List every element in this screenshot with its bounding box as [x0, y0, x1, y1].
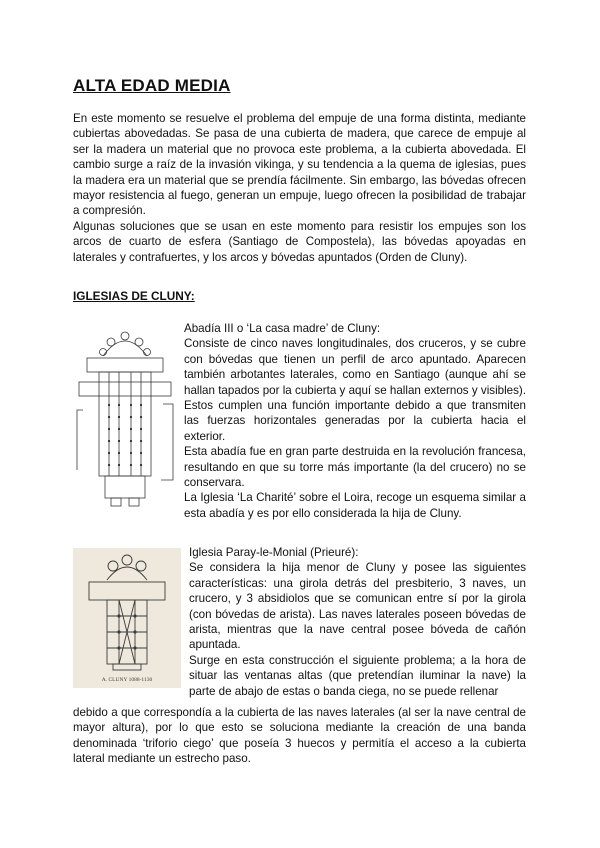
paray-paragraph-2-end: debido a que correspondía a la cubierta de las naves laterales (al ser la nave central de mayor altura), por lo que esto se soluciona mediante la creación de una banda denominada ‘triforio ciego’ que poseía 3 huecos y permitía el acceso a la cubierta lateral mediante un estrecho paso. [73, 706, 526, 766]
cluny-plan-drawing [73, 320, 177, 510]
page-title: ALTA EDAD MEDIA [73, 76, 231, 95]
paray-plan-drawing [73, 548, 181, 688]
cluny-abbey-paragraph-1: Consiste de cinco naves longitudinales, dos cruceros, y se cubre con bóvedas que tienen un perfil de arco apuntado. Aparecen también arbotantes laterales, como en Santiago (aunque ahí se hallan tapados por la cubierta y aquí se hallan externos y visibles). Estos cumplen una función importante debido a que transmiten las fuerzas horizontales generadas por la cubierta hacia el exterior. [184, 337, 526, 443]
intro-paragraph-2: Algunas soluciones que se usan en este momento para resistir los empujes son los arcos de cuarto de esfera (Santiago de Compostela), las bóvedas apoyadas en laterales y contrafuertes, y los arcos y bóvedas apuntados (Orden de Cluny). [73, 220, 526, 264]
cluny-abbey-plan-figure [73, 320, 177, 510]
cluny-abbey-heading: Abadía III o ‘La casa madre’ de Cluny: [184, 322, 381, 335]
cluny-abbey-text [184, 321, 526, 521]
paray-paragraph-2-start: Surge en esta construcción el siguiente problema; a la hora de situar las ventanas altas (que pretendían iluminar la nave) la parte de abajo de estas o banda ciega, no se puede rellenar [189, 653, 526, 698]
paray-le-monial-plan-figure [73, 548, 181, 688]
cluny-abbey-paragraph-2: Esta abadía fue en gran parte destruida en la revolución francesa, resultando en que su torre más importante (la del crucero) no se conservara. [184, 445, 526, 490]
paray-paragraph-1: Se considera la hija menor de Cluny y posee las siguientes características: una girola detrás del presbiterio, 3 naves, un crucero, y 3 absidiolos que se comunican entre sí por la girola (con bóvedas de arista). Las naves laterales poseen bóvedas de arista, mientras que la nave central posee bóveda de cañón apuntada. [189, 561, 526, 652]
section-title-cluny: IGLESIAS DE CLUNY: [73, 289, 195, 303]
intro-paragraph-1: En este momento se resuelve el problema del empuje de una forma distinta, mediante cubiertas abovedadas. Se pasa de una cubierta de madera, que carece de empuje al ser la madera un material que no provoca este problema, a la cubierta abovedada. El cambio surge a raíz de la invasión vikinga, y su tendencia a la quema de iglesias, pues la madera era un material que se prendía fácilmente. Sin embargo, las bóvedas ofrecen mayor resistencia al fuego, generan un empuje, luego ofrecen la posibilidad de trabajar a compresión. [73, 112, 526, 218]
paray-plan-caption: A. CLUNY 1088-1130 [101, 677, 153, 683]
paray-heading: Iglesia Paray-le-Monial (Prieuré): [189, 546, 359, 559]
paray-text [189, 545, 526, 699]
cluny-abbey-paragraph-3: La Iglesia ‘La Charité’ sobre el Loira, recoge un esquema similar a esta abadía y es por ello considerada la hija de Cluny. [184, 491, 526, 520]
